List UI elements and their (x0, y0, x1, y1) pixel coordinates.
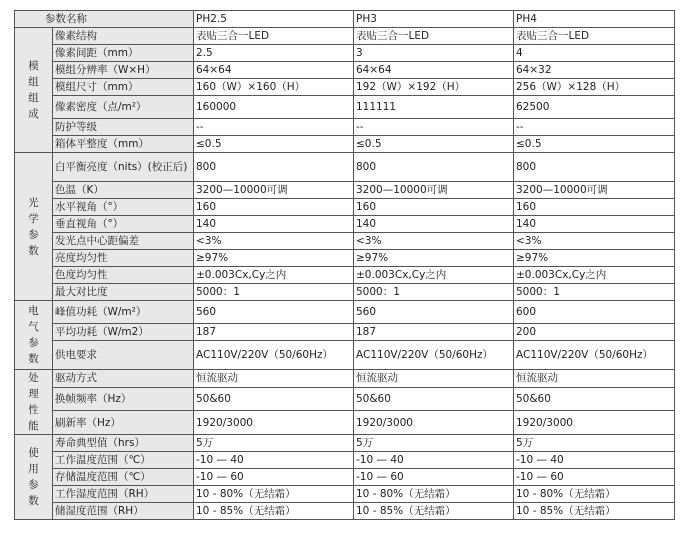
value-cell: ±0.003Cx,Cy之内 (514, 267, 675, 284)
value-cell: -10 — 60 (194, 469, 354, 486)
param-name-cell: 寿命典型值（hrs） (53, 435, 194, 452)
value-cell: 200 (514, 324, 675, 341)
value-cell: -10 — 40 (514, 452, 675, 469)
table-row (15, 250, 675, 267)
param-name-cell: 水平视角（°） (53, 199, 194, 216)
value-cell: 160（W）×160（H） (194, 79, 354, 96)
value-cell: 140 (354, 216, 514, 233)
header-param-cell: 参数名称 (15, 11, 194, 28)
value-cell: 140 (514, 216, 675, 233)
param-name-cell: 工作温度范围（℃） (53, 452, 194, 469)
value-cell: <3% (514, 233, 675, 250)
value-cell: 600 (514, 301, 675, 324)
group-label-cell (15, 435, 53, 520)
table-row (15, 284, 675, 301)
param-name-cell: 像素结构 (53, 28, 194, 45)
value-cell: ±0.003Cx,Cy之内 (194, 267, 354, 284)
table-row (15, 28, 675, 45)
value-cell: 10 - 85%（无结霜） (194, 503, 354, 520)
value-cell: 2.5 (194, 45, 354, 62)
value-cell: 560 (354, 301, 514, 324)
param-name-cell: 最大对比度 (53, 284, 194, 301)
value-cell: ≤0.5 (354, 136, 514, 153)
param-name-cell: 色度均匀性 (53, 267, 194, 284)
value-cell: 5万 (514, 435, 675, 452)
table-row (15, 199, 675, 216)
value-cell: -10 — 60 (514, 469, 675, 486)
table-row (15, 45, 675, 62)
value-cell: 187 (194, 324, 354, 341)
value-cell: 160 (354, 199, 514, 216)
value-cell: 160 (194, 199, 354, 216)
table-row (15, 216, 675, 233)
value-cell: 恒流驱动 (194, 370, 354, 388)
table-row (15, 435, 675, 452)
value-cell: 3200—10000可调 (354, 182, 514, 199)
table-row (15, 387, 675, 411)
param-name-cell: 平均功耗（W/m2） (53, 324, 194, 341)
value-cell: 800 (354, 153, 514, 182)
value-cell: 表贴三合一LED (354, 28, 514, 45)
header-model-cell: PH2.5 (194, 11, 354, 28)
table-row (15, 119, 675, 136)
group-label: 处理性能 (28, 372, 39, 432)
table-row (15, 79, 675, 96)
spec-table-body (15, 11, 675, 520)
value-cell: 10 - 80%（无结霜） (354, 486, 514, 503)
value-cell: ≤0.5 (194, 136, 354, 153)
value-cell: 10 - 80%（无结霜） (514, 486, 675, 503)
value-cell: 256（W）×128（H） (514, 79, 675, 96)
value-cell: ±0.003Cx,Cy之内 (354, 267, 514, 284)
table-row (15, 96, 675, 119)
value-cell: AC110V/220V（50/60Hz） (354, 341, 514, 370)
value-cell: 10 - 80%（无结霜） (194, 486, 354, 503)
param-name-cell: 供电要求 (53, 341, 194, 370)
value-cell: 50&60 (354, 387, 514, 411)
table-row (15, 469, 675, 486)
value-cell: 160000 (194, 96, 354, 119)
param-name-cell: 模组分辨率（W×H） (53, 62, 194, 79)
value-cell: -- (514, 119, 675, 136)
group-label: 电气参数 (28, 305, 39, 365)
param-name-cell: 存储温度范围（℃） (53, 469, 194, 486)
param-name-cell: 驱动方式 (53, 370, 194, 388)
value-cell: 10 - 85%（无结霜） (514, 503, 675, 520)
value-cell: 800 (194, 153, 354, 182)
value-cell: 800 (514, 153, 675, 182)
value-cell: -- (194, 119, 354, 136)
table-row (15, 136, 675, 153)
value-cell: 1920/3000 (354, 411, 514, 435)
table-row (15, 324, 675, 341)
value-cell: 50&60 (194, 387, 354, 411)
param-name-cell: 换帧频率（Hz） (53, 387, 194, 411)
value-cell: 5万 (194, 435, 354, 452)
group-label-cell (15, 28, 53, 153)
param-name-cell: 工作湿度范围（RH） (53, 486, 194, 503)
value-cell: 62500 (514, 96, 675, 119)
value-cell: ≥97% (194, 250, 354, 267)
spec-table (14, 10, 675, 520)
value-cell: <3% (194, 233, 354, 250)
value-cell: 1920/3000 (194, 411, 354, 435)
table-row (15, 411, 675, 435)
param-name-cell: 像素密度（点/m²） (53, 96, 194, 119)
param-name-cell: 发光点中心距偏差 (53, 233, 194, 250)
table-row (15, 301, 675, 324)
value-cell: 10 - 85%（无结霜） (354, 503, 514, 520)
value-cell: 3200—10000可调 (194, 182, 354, 199)
param-name-cell: 色温（K） (53, 182, 194, 199)
param-name-cell: 垂直视角（°） (53, 216, 194, 233)
value-cell: 192（W）×192（H） (354, 79, 514, 96)
param-name-cell: 像素间距（mm） (53, 45, 194, 62)
value-cell: 64×64 (354, 62, 514, 79)
value-cell: ≥97% (514, 250, 675, 267)
value-cell: 1920/3000 (514, 411, 675, 435)
group-label: 模组组成 (28, 60, 39, 120)
table-row (15, 62, 675, 79)
header-row (15, 11, 675, 28)
param-name-cell: 白平衡亮度（nits）(校正后) (53, 153, 194, 182)
param-name-cell: 峰值功耗（W/m²） (53, 301, 194, 324)
value-cell: 50&60 (514, 387, 675, 411)
group-label-cell (15, 370, 53, 435)
table-row (15, 267, 675, 284)
value-cell: 160 (514, 199, 675, 216)
value-cell: ≤0.5 (514, 136, 675, 153)
value-cell: 111111 (354, 96, 514, 119)
table-row (15, 182, 675, 199)
table-row (15, 503, 675, 520)
value-cell: 5万 (354, 435, 514, 452)
value-cell: 64×32 (514, 62, 675, 79)
value-cell: 5000：1 (514, 284, 675, 301)
table-row (15, 370, 675, 388)
table-row (15, 486, 675, 503)
value-cell: 表贴三合一LED (514, 28, 675, 45)
value-cell: 560 (194, 301, 354, 324)
value-cell: 140 (194, 216, 354, 233)
value-cell: 4 (514, 45, 675, 62)
header-model-cell: PH3 (354, 11, 514, 28)
value-cell: -10 — 60 (354, 469, 514, 486)
table-row (15, 341, 675, 370)
table-row (15, 452, 675, 469)
param-name-cell: 储湿度范围（RH） (53, 503, 194, 520)
param-name-cell: 刷新率（Hz） (53, 411, 194, 435)
header-model-cell: PH4 (514, 11, 675, 28)
value-cell: -- (354, 119, 514, 136)
value-cell: 恒流驱动 (354, 370, 514, 388)
group-label: 使用参数 (28, 447, 39, 507)
group-label-cell (15, 153, 53, 301)
value-cell: ≥97% (354, 250, 514, 267)
param-name-cell: 防护等级 (53, 119, 194, 136)
value-cell: 5000：1 (194, 284, 354, 301)
value-cell: -10 — 40 (354, 452, 514, 469)
value-cell: 3 (354, 45, 514, 62)
value-cell: 3200—10000可调 (514, 182, 675, 199)
group-label: 光学参数 (28, 196, 39, 257)
value-cell: AC110V/220V（50/60Hz） (514, 341, 675, 370)
table-row (15, 153, 675, 182)
value-cell: <3% (354, 233, 514, 250)
value-cell: 5000：1 (354, 284, 514, 301)
group-label-cell (15, 301, 53, 370)
value-cell: 恒流驱动 (514, 370, 675, 388)
param-name-cell: 箱体平整度（mm） (53, 136, 194, 153)
table-row (15, 233, 675, 250)
value-cell: AC110V/220V（50/60Hz） (194, 341, 354, 370)
value-cell: -10 — 40 (194, 452, 354, 469)
value-cell: 187 (354, 324, 514, 341)
value-cell: 64×64 (194, 62, 354, 79)
value-cell: 表贴三合一LED (194, 28, 354, 45)
param-name-cell: 模组尺寸（mm） (53, 79, 194, 96)
param-name-cell: 亮度均匀性 (53, 250, 194, 267)
